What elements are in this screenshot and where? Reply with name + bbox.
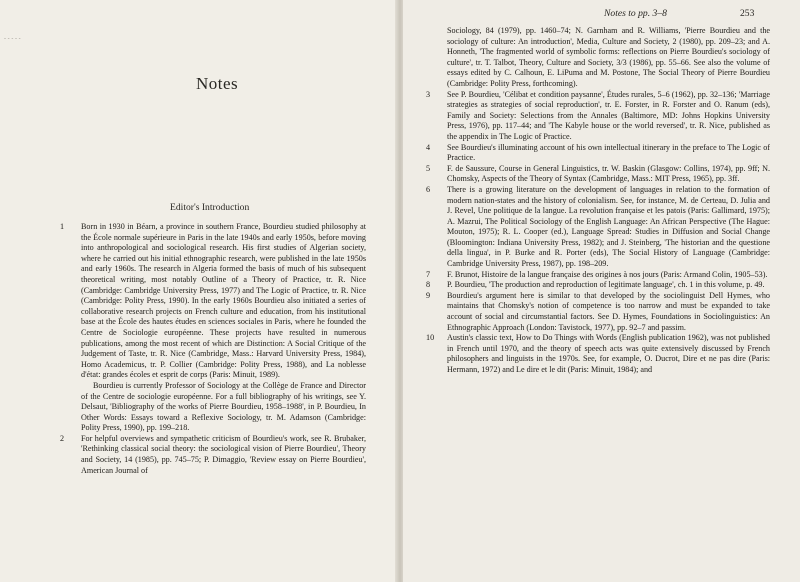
note-item — [426, 291, 770, 333]
note-number: 2 — [60, 433, 65, 443]
left-notes-list — [60, 222, 366, 476]
note-paragraph: Bourdieu is currently Professor of Sociology at the Collège de France and Director of the Centre de sociologie européenne. For a full bibliography of his writings, see Y. Delsaut, 'Bibliography of the works of Pierre Bourdieu, 1958–1988', in P. Bourdieu, In Other Words: Essays toward a Reflexive Sociology, tr. M. Adamson (Cambridge: Polity Press, 1990), pp. 199–218. — [81, 380, 366, 433]
note-number: 3 — [426, 89, 431, 99]
note-text — [81, 434, 366, 476]
note-item — [60, 222, 366, 434]
corner-mark: - - - - - — [4, 36, 21, 42]
note-text: See P. Bourdieu, 'Célibat et condition paysanne', Études rurales, 5–6 (1962), pp. 32–136; 'Marriage strategies as strategies of social reproduction', tr. E. Forster, in R. Forster and O. Ranum (eds), Family and Society: Selections from the Annales (Baltimore, MD: Johns Hopkins University Press, 1976), pp. 117–44; and 'The Kabyle house or the world reversed', tr. R. Nice, published as the appendix in The Logic of Practice. — [447, 89, 770, 141]
note-text: F. de Saussure, Course in General Linguistics, tr. W. Baskin (Glasgow: Collins, 1974), pp. 9ff; N. Chomsky, Aspects of the Theory of Syntax (Cambridge, Mass.: MIT Press, 1965), pp. 3ff. — [447, 163, 770, 184]
note-paragraph: For helpful overviews and sympathetic criticism of Bourdieu's work, see R. Brubaker, 'Rethinking classical social theory: the sociological vision of Pierre Bourdieu', Theory and Society, 14 (1985), pp. 745–75; P. Dimaggio, 'Review essay on Pierre Bourdieu', American Journal of — [81, 433, 366, 475]
note-text: Bourdieu's argument here is similar to that developed by the sociolinguist Dell Hymes, who maintains that Chomsky's notion of competence is too narrow and must be expanded to take account of social and circumstantial factors. See D. Hymes, Foundations in Sociolinguistics: An Ethnographic Approach (London: Tavistock, 1977), pp. 92–7 and passim. — [447, 290, 770, 332]
note-item — [426, 185, 770, 270]
page-number: 253 — [740, 8, 755, 19]
note-text: P. Bourdieu, 'The production and reproduction of legitimate language', ch. 1 in this volume, p. 49. — [447, 280, 765, 290]
note-item — [426, 90, 770, 143]
note-number: 9 — [426, 290, 431, 300]
section-heading: Editor's Introduction — [170, 202, 250, 213]
note-number: 5 — [426, 163, 431, 173]
right-notes-list — [426, 26, 770, 376]
note-continuation — [426, 26, 770, 90]
note-number: 8 — [426, 280, 431, 290]
note-item — [60, 434, 366, 476]
note-number: 1 — [60, 222, 65, 231]
note-text: Austin's classic text, How to Do Things with Words (English publication 1962), was not published in French until 1970, and the theory of speech acts was quite extensively discussed by French philosophers and linguists in the 1970s. See, for example, O. Ducrot, Dire et ne pas dire (Paris: Hermann, 1972) and Le dire et le dit (Paris: Minuit, 1984); and — [447, 333, 770, 374]
note-item — [426, 143, 770, 164]
note-text: There is a growing literature on the development of languages in relation to the formation of modern nation-states and the history of colonialism. See, for instance, M. de Certeau, D. Julia and J. Revel, Une politique de la langue. La revolution française et les patois (Paris: Gallimard, 1975); A. Mazrui, The Political Sociology of the English Language: An African Perspective (The Hague: Mouton, 1975); R. L. Cooper (ed.), Language Spread: Studies in Diffusion and Social Change (Bloomington: Indiana University Press, 1982); and J. Steinberg, 'The historian and the questione della lingua', in P. Burke and R. Porter (eds), The Social History of Language (Cambridge: Cambridge University Press, 1987), pp. 198–209. — [447, 184, 770, 269]
note-number: 4 — [426, 142, 431, 152]
note-text: F. Brunot, Histoire de la langue française des origines à nos jours (Paris: Armand Colin, 1905–53). — [447, 269, 768, 279]
note-item — [426, 333, 770, 375]
running-head: Notes to pp. 3–8 — [604, 8, 667, 19]
note-item — [426, 280, 770, 291]
note-paragraph: Born in 1930 in Béarn, a province in southern France, Bourdieu studied philosophy at the École normale supérieure in Paris in the late 1940s and early 1950s, before moving into anthropological and sociological research. His first studies of Algerian society, where he carried out his initial ethnographic research, were published in the late 1950s and early 1960s. The research in Algeria formed the basis of much of his subsequent theoretical writing, most notably Outline of a Theory of Practice, tr. R. Nice (Cambridge: Cambridge University Press, 1977) and The Logic of Practice, tr. R. Nice (Cambridge: Polity Press, 1990). In the early 1960s Bourdieu also initiated a series of collaborative research projects on French culture and education, from his institutional base at the École des hautes études en sciences sociales in Paris, where he founded the Centre de Sociologie européenne. These projects have resulted in numerous publications, among the most recent of which are Distinction: A Social Critique of the Judgement of Taste, tr. R. Nice (Cambridge, Mass.: Harvard University Press, 1984), Homo Academicus, tr. P. Collier (Cambridge: Polity Press, 1988), and La noblesse d'état: grandes écoles et esprit de corps (Paris: Minuit, 1989). — [81, 222, 366, 380]
note-item — [426, 270, 770, 281]
note-number: 7 — [426, 269, 431, 279]
note-text — [81, 222, 366, 434]
left-page — [0, 0, 397, 582]
right-page — [403, 0, 800, 582]
page-title: Notes — [196, 74, 239, 93]
note-text: Sociology, 84 (1979), pp. 1460–74; N. Garnham and R. Williams, 'Pierre Bourdieu and the sociology of culture: An introduction', Media, Culture and Society, 2 (1980), pp. 209–23; and A. Honneth, 'The fragmented world of symbolic forms: reflections on Pierre Bourdieu's sociology of culture', tr. T. Talbot, Theory, Culture and Society, 3/3 (1986), pp. 55–66. See also the volume of essays edited by C. Calhoun, E. LiPuma and M. Postone, The Social Theory of Pierre Bourdieu (Cambridge: Polity Press, forthcoming). — [447, 26, 770, 88]
note-text: See Bourdieu's illuminating account of his own intellectual itinerary in the preface to The Logic of Practice. — [447, 142, 770, 163]
note-number: 6 — [426, 184, 431, 194]
note-number: 10 — [426, 333, 435, 343]
note-item — [426, 164, 770, 185]
